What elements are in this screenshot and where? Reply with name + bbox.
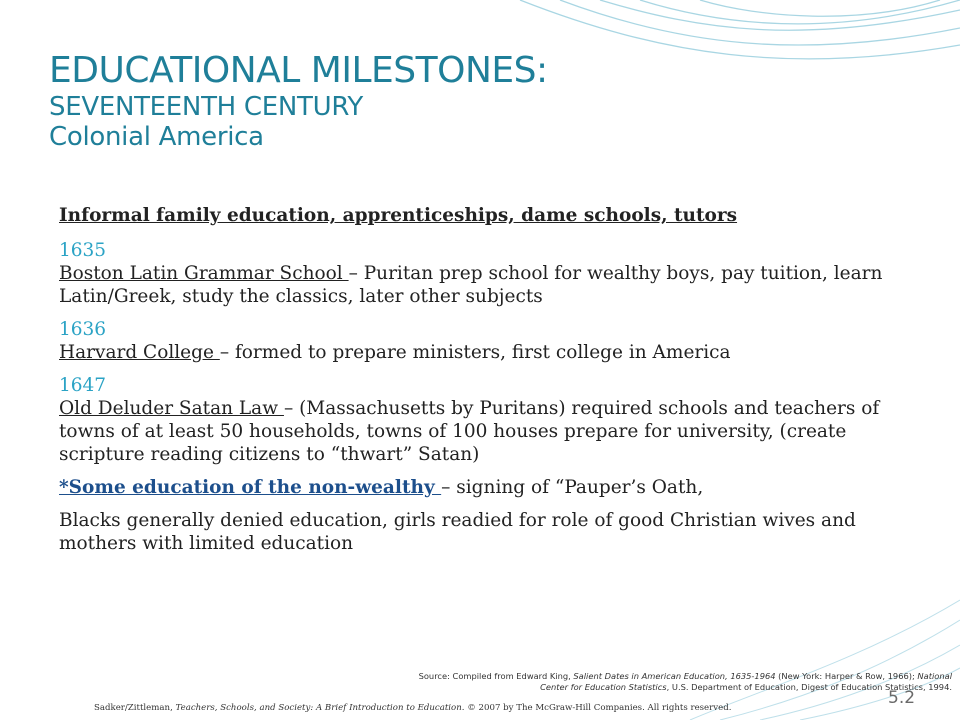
title-block (49, 50, 909, 152)
milestone-description (59, 341, 909, 364)
non-wealthy-note-title: *Some education of the non-wealthy (59, 477, 442, 498)
milestone-year: 1636 (59, 319, 107, 340)
milestone-year: 1647 (59, 375, 107, 396)
milestone-name: Boston Latin Grammar School (59, 263, 349, 284)
non-wealthy-note (59, 476, 909, 499)
milestone-description (59, 262, 909, 308)
milestone-text: – formed to prepare ministers, first college in America (219, 342, 731, 363)
slide-subtitle-region: Colonial America (49, 122, 264, 152)
milestone-name: Harvard College (59, 342, 220, 363)
milestone-1647 (59, 374, 909, 466)
source-prefix: Source: Compiled from Edward King, (418, 671, 574, 681)
closing-statement: Blacks generally denied education, girls readied for role of good Christian wives and mothers with limited education (59, 510, 856, 554)
non-wealthy-note-text: – signing of “Pauper’s Oath, (441, 477, 704, 498)
source-agency: National Center for Education Statistics (540, 671, 952, 692)
copyright-footer (94, 703, 854, 713)
milestone-description (59, 397, 909, 466)
milestone-name: Old Deluder Satan Law (59, 398, 284, 419)
milestone-text: – Puritan prep school for wealthy boys, pay tuition, learn Latin/Greek, study the classics, later other subjects (59, 263, 883, 307)
source-suffix: , U.S. Department of Education, Digest of Education Statistics, 1994. (666, 682, 952, 692)
informal-education-heading: Informal family education, apprenticeships, dame schools, tutors (59, 205, 738, 226)
source-publisher: (New York: Harper & Row, 1966); (775, 671, 918, 681)
milestone-1636 (59, 318, 909, 364)
milestone-text: – (Massachusetts by Puritans) required schools and teachers of towns of at least 50 households, towns of 100 houses prepare for university, (create scripture reading citizens to “thwart” Satan) (59, 398, 880, 465)
milestone-year: 1635 (59, 240, 107, 261)
slide-title: EDUCATIONAL MILESTONES: (49, 50, 548, 91)
milestones-body (59, 204, 909, 565)
page-number: 5.2 (888, 688, 916, 708)
source-book-title: Salient Dates in American Education, 1635-1964 (573, 671, 776, 681)
footer-rights: . © 2007 by The McGraw-Hill Companies. All rights reserved. (461, 703, 732, 713)
source-citation (392, 671, 952, 693)
slide-subtitle-century: SEVENTEENTH CENTURY (49, 92, 364, 122)
milestone-1635 (59, 239, 909, 308)
footer-authors: Sadker/Zittleman, (94, 703, 176, 713)
footer-book-title: Teachers, Schools, and Society: A Brief Introduction to Education (175, 703, 462, 713)
